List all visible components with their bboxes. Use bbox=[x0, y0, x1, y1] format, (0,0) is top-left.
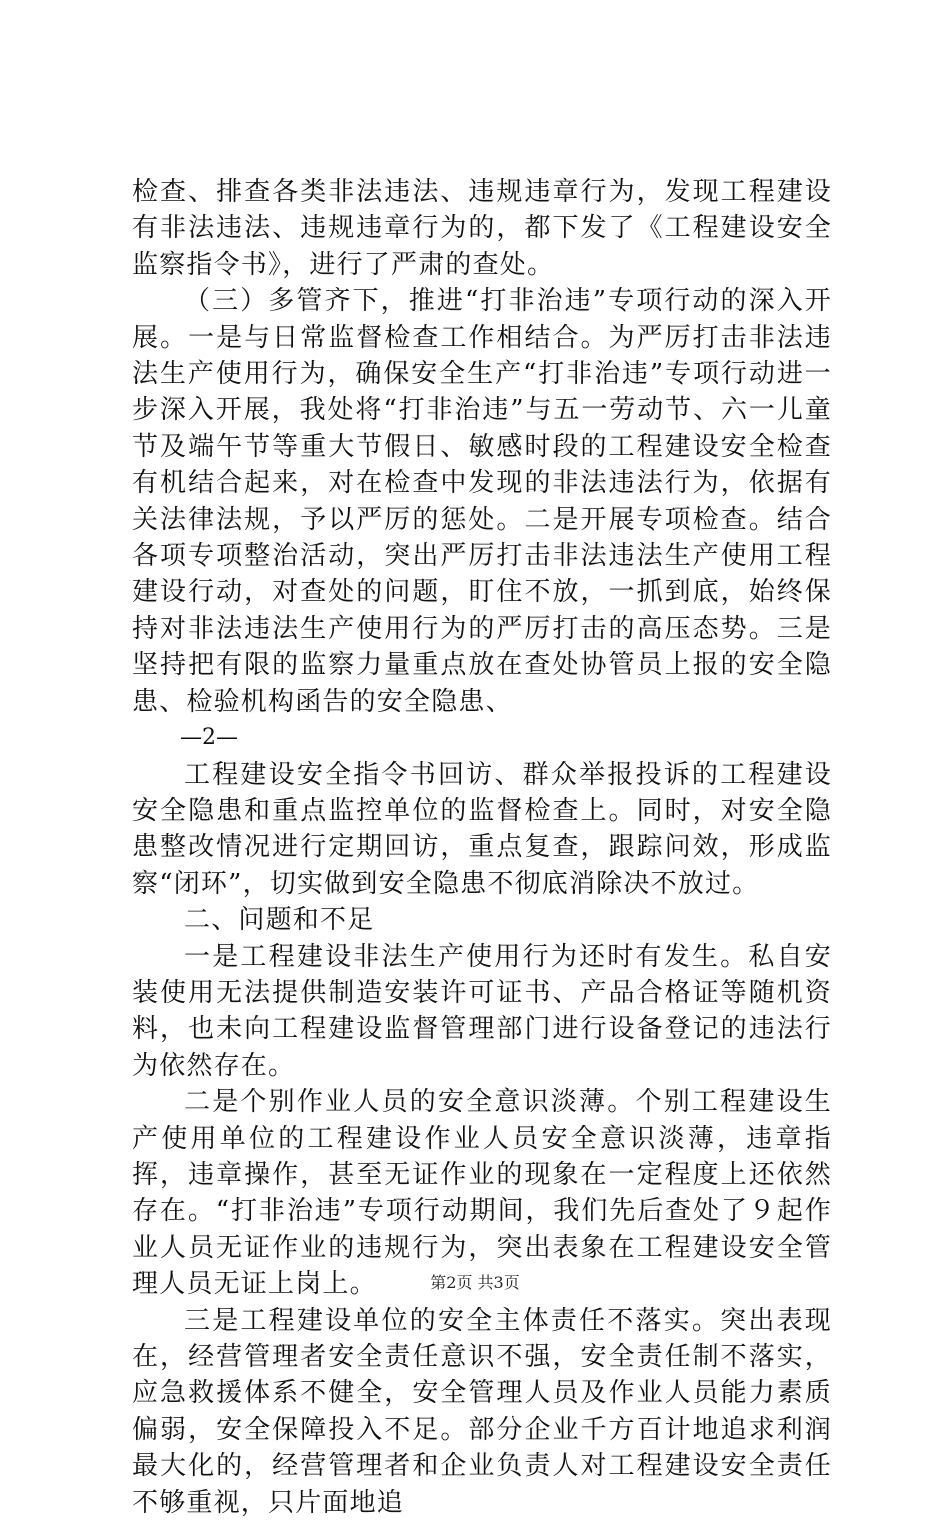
inner-page-number: —2— bbox=[180, 725, 238, 751]
paragraph-followup: 工程建设安全指令书回访、群众举报投诉的工程建设安全隐患和重点监控单位的监督检查上。同时，对安全隐患整改情况进行定期回访，重点复查，跟踪问效，形成监察“闭环”，切实做到安全隐患不彻底消除决不放过。 bbox=[132, 759, 832, 899]
page-footer: 第2页 共3页 bbox=[430, 1273, 520, 1292]
paragraph-problem-two: 二是个别作业人员的安全意识淡薄。个别工程建设生产使用单位的工程建设作业人员安全意识淡薄，违章指挥，违章操作，甚至无证作业的现象在一定程度上还依然存在。“打非治违”专项行动期间，我们先后查处了９起作业人员无证作业的违规行为，突出表象在工程建设安全管理人员无证上岗上。 bbox=[132, 1087, 832, 1300]
paragraph-problem-one: 一是工程建设非法生产使用行为还时有发生。私自安装使用无法提供制造安装许可证书、产品合格证等随机资料，也未向工程建设监督管理部门进行设备登记的违法行为依然存在。 bbox=[132, 941, 832, 1081]
paragraph-section-three: （三）多管齐下，推进“打非治违”专项行动的深入开展。一是与日常监督检查工作相结合。为严厉打击非法违法生产使用行为，确保安全生产“打非治违”专项行动进一步深入开展，我处将“打非治违”与五一劳动节、六一儿童节及端午节等重大节假日、敏感时段的工程建设安全检查有机结合起来，对在检查中发现的非法违法行为，依据有关法律法规，予以严厉的惩处。二是开展专项检查。结合各项专项整治活动，突出严厉打击非法违法生产使用工程建设行动，对查处的问题，盯住不放，一抓到底，始终保持对非法违法生产使用行为的严厉打击的高压态势。三是坚持把有限的监察力量重点放在查处协管员上报的安全隐患、检验机构函告的安全隐患、 bbox=[132, 286, 832, 717]
paragraph-continuation: 检查、排查各类非法违法、违规违章行为，发现工程建设有非法违法、违规违章行为的，都下发了《工程建设安全监察指令书》，进行了严肃的查处。 bbox=[132, 177, 832, 280]
section-heading-problems: 二、问题和不足 bbox=[184, 905, 375, 936]
paragraph-problem-three: 三是工程建设单位的安全主体责任不落实。突出表现在，经营管理者安全责任意识不强，安全责任制不落实，应急救援体系不健全，安全管理人员及作业人员能力素质偏弱，安全保障投入不足。部分企业千方百计地追求利润最大化的，经营管理者和企业负责人对工程建设安全责任不够重视，只片面地追 bbox=[132, 1305, 832, 1518]
document-body bbox=[132, 174, 832, 1521]
